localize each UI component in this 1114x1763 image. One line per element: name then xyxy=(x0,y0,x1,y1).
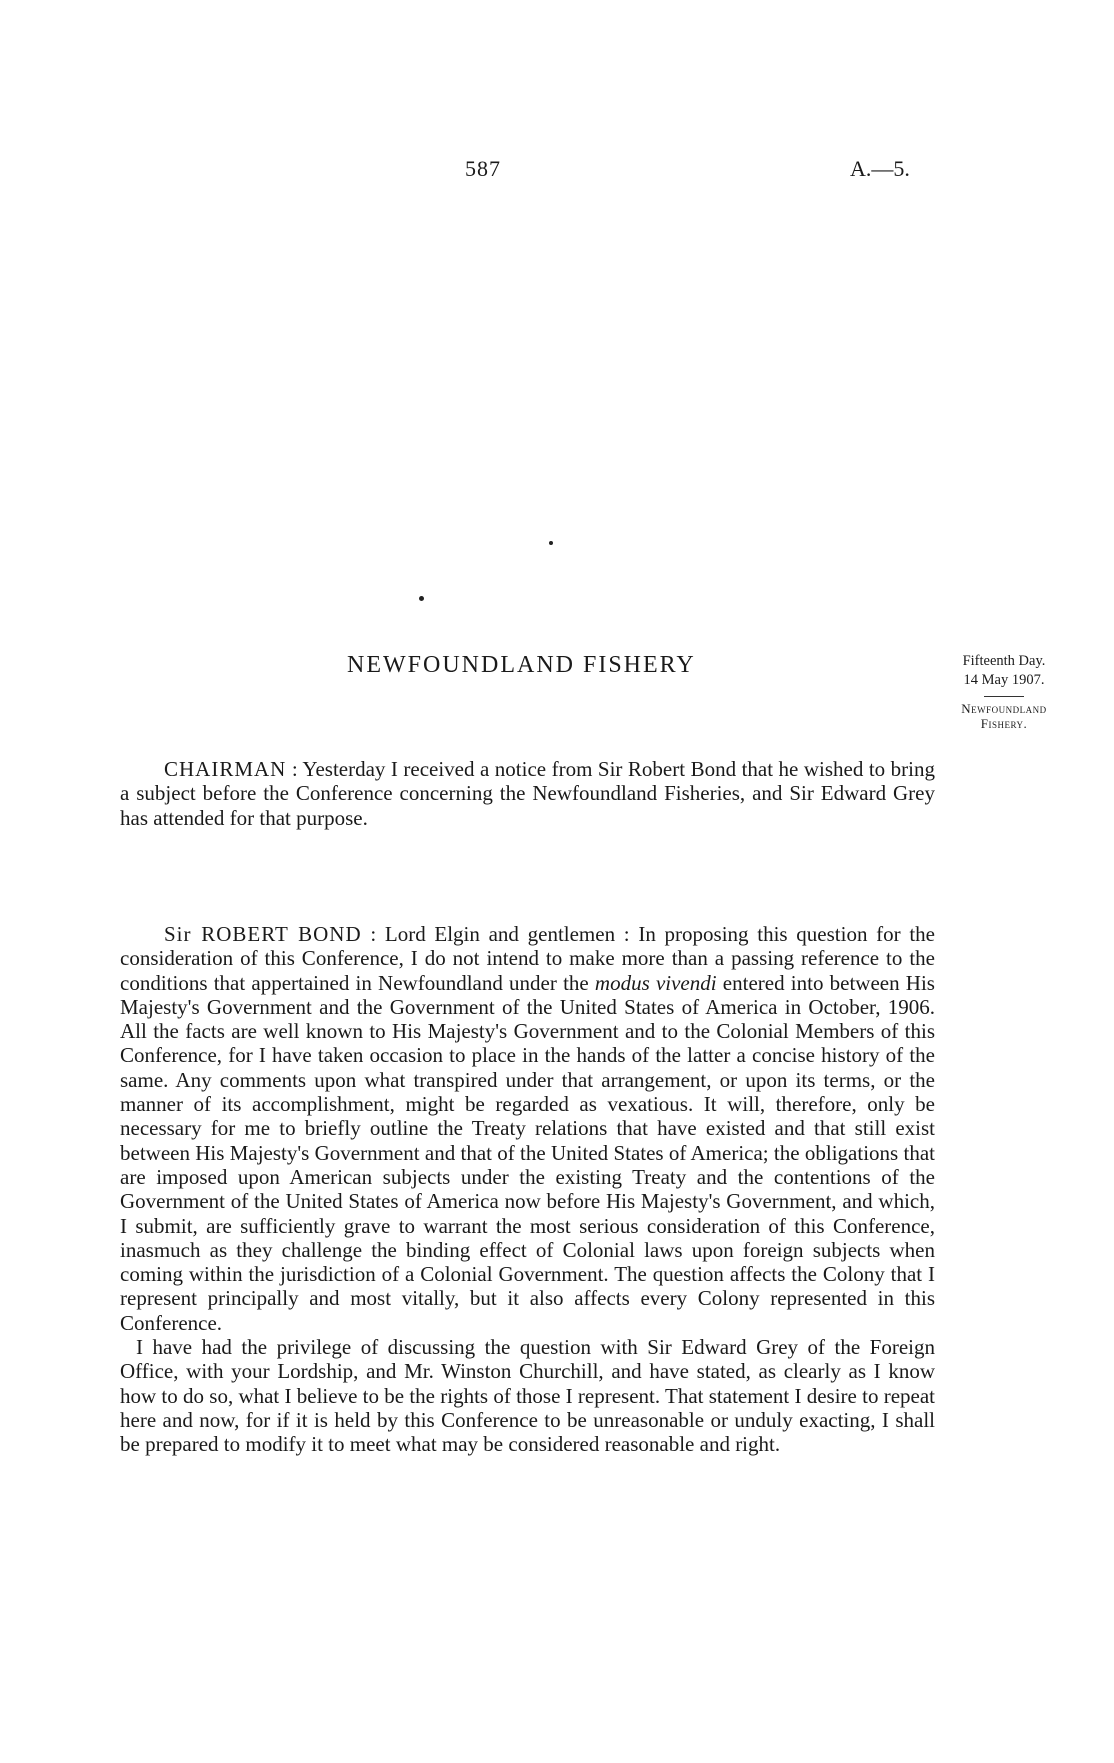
speech-text: Yesterday I received a notice from Sir Robert Bond that he wished to bring a subject before the Conference concerning the Newfoundland Fisheries, and Sir Edward Grey has attended for that purpose. xyxy=(120,757,935,830)
speaker-name: CHAIRMAN xyxy=(164,757,287,781)
speech-text: entered into between His Majesty's Government and the Government of the United States of America in October, 1906. All the facts are well known to His Majesty's Government and to the Colonial Members of this Conference, for I have taken occasion to place in the hands of the latter a concise history of the same. Any comments upon what transpired under that arrangement, or upon its terms, or the manner of its accomplishment, might be regarded as vexatious. It will, therefore, only be necessary for me to briefly outline the Treaty relations that have existed and that still exist between His Majesty's Government and that of the United States of America; the obligations that are imposed upon American subjects under the existing Treaty and the contentions of the Government of the United States of America now before His Majesty's Government, and which, I submit, are sufficiently grave to warrant the most serious consideration of this Conference, inasmuch as they challenge the binding effect of Colonial laws upon foreign subjects when coming within the jurisdiction of a Colonial Government. The question affects the Colony that I represent principally and most vitally, but it also affects every Colony represented in this Conference. xyxy=(120,970,935,1335)
margin-note-heading-line2: Fishery. xyxy=(980,716,1028,731)
scan-speck xyxy=(549,541,553,545)
speech-text: Lord Elgin and gentlemen : In proposing this question for the consideration of this Conference, I do not intend to make more than a passing reference to the conditions that appertained in Newfoundland under the xyxy=(120,922,935,995)
page-number: 587 xyxy=(465,156,501,181)
margin-note xyxy=(944,652,1064,731)
italic-phrase: modus vivendi xyxy=(594,970,717,995)
margin-note-heading-line1: Newfoundland xyxy=(961,701,1047,716)
margin-note-day: Fifteenth Day. xyxy=(962,653,1046,669)
speaker-name: Sir ROBERT BOND xyxy=(164,922,362,946)
bond-speech xyxy=(120,922,935,1457)
document-reference: A.—5. xyxy=(850,156,910,181)
chairman-paragraph: CHAIRMAN : Yesterday I received a notice from Sir Robert Bond that he wished to bring a subject before the Conference concerning the Newfoundland Fisheries, and Sir Edward Grey has attended for that purpose. xyxy=(120,757,935,830)
scan-speck xyxy=(419,596,424,601)
margin-note-rule xyxy=(984,696,1024,697)
chairman-speech xyxy=(120,757,935,830)
section-title: NEWFOUNDLAND FISHERY xyxy=(347,652,696,678)
bond-paragraph-1: Sir ROBERT BOND : Lord Elgin and gentlemen : In proposing this question for the consideration of this Conference, I do not intend to make more than a passing reference to the conditions that appertained in Newfoundland under the modus vivendi entered into between His Majesty's Government and the Government of the United States of America in October, 1906. All the facts are well known to His Majesty's Government and to the Colonial Members of this Conference, for I have taken occasion to place in the hands of the latter a concise history of the same. Any comments upon what transpired under that arrangement, or upon its terms, or the manner of its accomplishment, might be regarded as vexatious. It will, therefore, only be necessary for me to briefly outline the Treaty relations that have existed and that still exist between His Majesty's Government and that of the United States of America; the obligations that are imposed upon American subjects under the existing Treaty and the contentions of the Government of the United States of America now before His Majesty's Government, and which, I submit, are sufficiently grave to warrant the most serious consideration of this Conference, inasmuch as they challenge the binding effect of Colonial laws upon foreign subjects when coming within the jurisdiction of a Colonial Government. The question affects the Colony that I represent principally and most vitally, but it also affects every Colony represented in this Conference. xyxy=(120,922,935,1335)
margin-note-date: 14 May 1907. xyxy=(963,672,1045,688)
bond-paragraph-2: I have had the privilege of discussing the question with Sir Edward Grey of the Foreign Office, with your Lordship, and Mr. Winston Churchill, and have stated, as clearly as I know how to do so, what I believe to be the rights of those I represent. That statement I desire to repeat here and now, for if it is held by this Conference to be unreasonable or unduly exacting, I shall be prepared to modify it to meet what may be considered reasonable and right. xyxy=(120,1335,935,1457)
